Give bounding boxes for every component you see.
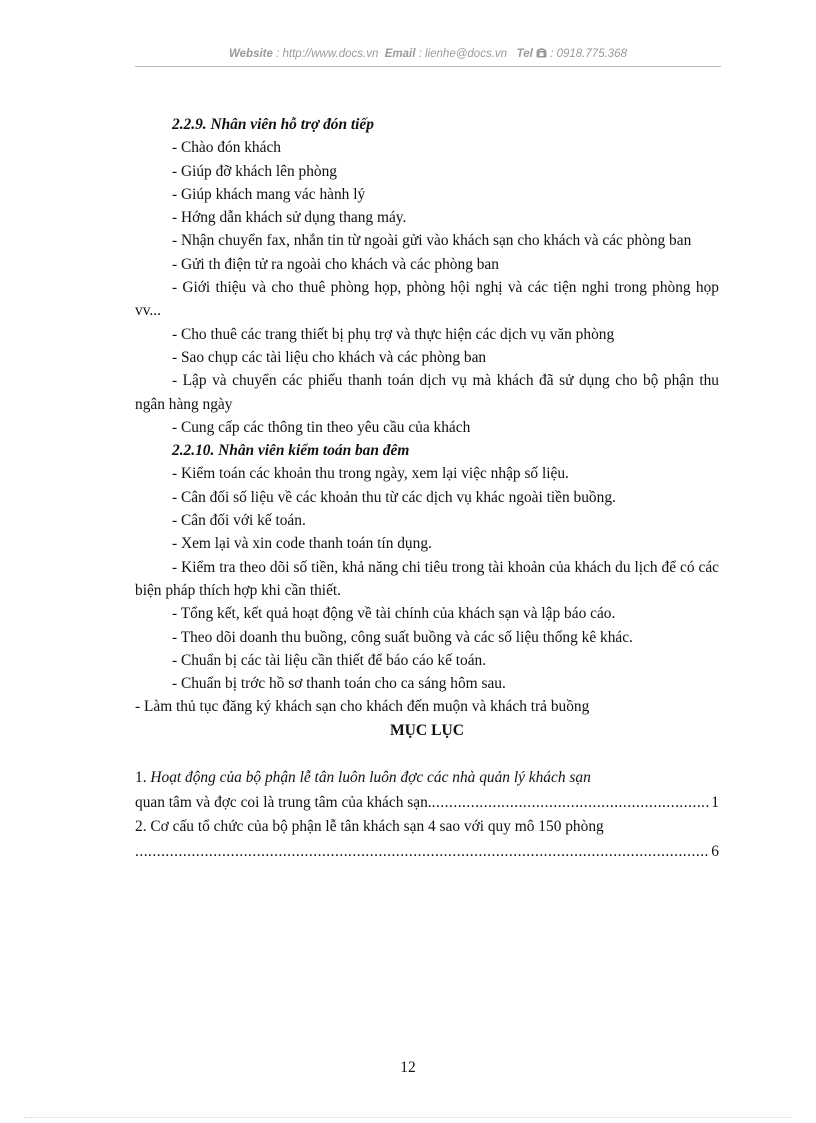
list-item: - Chuẩn bị trớc hồ sơ thanh toán cho ca sáng hôm sau. [172,675,506,693]
list-item: - Theo dõi doanh thu buồng, công suất buồng và các số liệu thống kê khác. [172,628,633,646]
toc-entry-number: 1. [135,769,151,787]
toc-leader-dots [432,791,711,816]
list-item: - Cung cấp các thông tin theo yêu cầu của khách [172,418,471,436]
toc-entry-number: 2. [135,818,151,836]
list-item: - Nhận chuyển fax, nhắn tin từ ngoài gửi vào khách sạn cho khách và các phòng ban [172,232,692,250]
toc-entry-title-cont: quan tâm và đợc coi là trung tâm của khách sạn. [135,793,432,811]
section-reception-support [135,113,719,439]
list-item: - Giúp đỡ khách lên phòng [172,162,338,180]
list-item: - Giới thiệu và cho thuê phòng họp, phòng hội nghị và các tiện nghi trong phòng họp vv... [135,279,719,320]
section-heading: 2.2.10. Nhân viên kiểm toán ban đêm [172,442,410,460]
toc-leader-dots [135,840,710,865]
list-item: - Chuẩn bị các tài liệu cần thiết để báo cáo kế toán. [172,651,487,669]
email-label: Email [384,48,416,60]
toc-entry[interactable] [135,815,719,864]
toc-entry-line2 [135,840,719,865]
toc-page-number: 1 [711,793,719,811]
list-item: - Cân đối với kế toán. [172,512,306,530]
phone-icon [536,48,547,61]
tel-value: : 0918.775.368 [550,48,627,60]
toc-entry-line1 [135,766,719,791]
section-heading: 2.2.9. Nhân viên hỗ trợ đón tiếp [172,116,374,133]
list-item: - Gửi th điện tử ra ngoài cho khách và các phòng ban [172,255,499,273]
section-night-audit [135,439,719,695]
toc-entry-line1 [135,815,719,840]
final-line: - Làm thủ tục đăng ký khách sạn cho khách đến muộn và khách trả buồng [135,698,590,716]
header-divider [135,66,721,67]
website-label: Website [229,48,273,60]
toc-title: MỤC LỤC [389,721,465,739]
list-item: - Giúp khách mang vác hành lý [172,185,366,203]
list-item: - Xem lại và xin code thanh toán tín dụng. [172,535,432,553]
website-value: : http://www.docs.vn [276,48,379,60]
list-item: - Tổng kết, kết quả hoạt động về tài chính của khách sạn và lập báo cáo. [172,605,616,623]
list-item: - Kiểm tra theo dõi số tiền, khả năng chi tiêu trong tài khoản của khách du lịch để có các biện pháp thích hợp khi cần thiết. [135,558,719,599]
page-bottom-border [24,1117,792,1118]
page-content [135,113,719,864]
toc-entry-line2 [135,791,719,816]
list-item: - Hớng dẫn khách sử dụng thang máy. [172,209,407,227]
list-item: - Kiểm toán các khoản thu trong ngày, xem lại việc nhập số liệu. [172,465,569,483]
list-item: - Cho thuê các trang thiết bị phụ trợ và thực hiện các dịch vụ văn phòng [172,325,615,343]
toc-page-number: 6 [711,842,719,860]
list-item: - Chào đón khách [172,139,281,157]
email-value: : lienhe@docs.vn [418,48,508,60]
page-header [135,48,721,61]
toc-entry-title: Hoạt động của bộ phận lễ tân luôn luôn đợc các nhà quản lý khách sạn [150,769,591,787]
list-item: - Lập và chuyển các phiếu thanh toán dịch vụ mà khách đã sử dụng cho bộ phận thu ngân hàng ngày [135,372,719,413]
tel-label: Tel [516,48,533,60]
page-number: 12 [400,1059,416,1076]
list-item: - Cân đối số liệu về các khoản thu từ các dịch vụ khác ngoài tiền buồng. [172,488,616,506]
toc-entry-title: Cơ cấu tổ chức của bộ phận lễ tân khách sạn 4 sao với quy mô 150 phòng [150,818,604,836]
toc-entry[interactable] [135,766,719,815]
list-item: - Sao chụp các tài liệu cho khách và các phòng ban [172,348,487,366]
